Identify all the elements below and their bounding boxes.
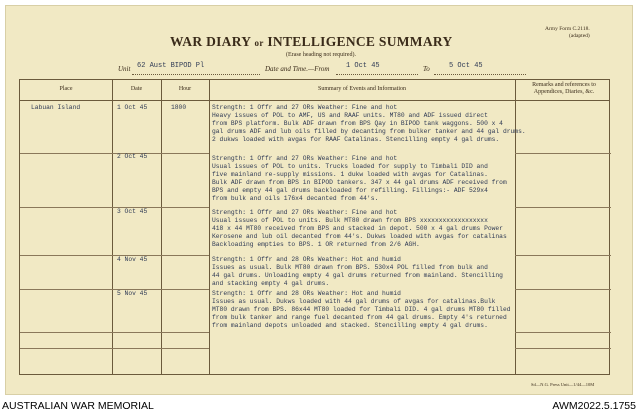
summary-line: 418 x 44 MT80 received from BPS and stacked in depot. 500 x 4 gal drums Power	[212, 224, 503, 232]
title-intelligence-summary: INTELLIGENCE SUMMARY	[267, 34, 453, 49]
row-divider	[515, 153, 611, 154]
title-or: or	[254, 38, 264, 48]
to-underline	[434, 74, 526, 75]
summary-line: gal drums ADF and lub oils filled by decanting from bulker tanker and 44 gal drums.	[212, 127, 526, 135]
entry-summary	[212, 155, 507, 202]
entry-date: 4 Nov 45	[117, 256, 148, 263]
row-divider	[515, 332, 611, 333]
col-divider	[112, 80, 113, 374]
summary-line: Backloading empties to BPS. 1 OR returned from 2/6 AGH.	[212, 240, 420, 248]
row-divider	[515, 255, 611, 256]
row-divider	[20, 153, 209, 154]
to-label: To	[423, 65, 430, 73]
header-summary: Summary of Events and Information	[318, 86, 406, 92]
form-subtitle: (Erase heading not required).	[286, 52, 356, 58]
entry-date: 1 Oct 45	[117, 104, 148, 111]
entry-summary	[212, 290, 511, 330]
entry-date: 2 Oct 45	[117, 153, 148, 160]
col-divider	[209, 80, 210, 374]
summary-line: and stacking empty 4 gal drums.	[212, 279, 330, 287]
summary-line: MT80 drawn from BPS. 86x44 MT80 loaded for Timbali DID. 4 gal drums MT80 filled	[212, 305, 511, 313]
summary-line: Usual issues of POL to units. Trucks loaded for supply to Timbali DID and	[212, 162, 488, 170]
summary-line: from bulk tanker and range fuel decanted from 44 gal drums. Empty 4's returned	[212, 313, 507, 321]
summary-line: Usual issues of POL to units. Bulk MT80 drawn from BPS xxxxxxxxxxxxxxxxxx	[212, 216, 488, 224]
archive-caption: AUSTRALIAN WAR MEMORIAL	[2, 400, 154, 412]
row-divider	[20, 289, 209, 290]
form-title	[170, 34, 453, 50]
summary-line: Issues as usual. Dukws loaded with 44 gal drums of avgas for catalinas.Bulk	[212, 297, 496, 305]
summary-line: from bulk and oils 176x4 decanted from 44's.	[212, 194, 379, 202]
row-divider	[515, 348, 611, 349]
army-form-line2: (adapted)	[568, 33, 590, 39]
unit-label: Unit	[118, 65, 131, 73]
row-divider	[20, 332, 209, 333]
unit-value: 62 Aust BIPOD Pl	[137, 62, 205, 70]
entry-summary	[212, 104, 526, 144]
diary-table	[19, 79, 610, 375]
summary-line: Kerosene and lub oil decanted from 44's. Dukws loaded with avgas for catalinas	[212, 232, 507, 240]
summary-line: Issues as usual. Bulk MT80 drawn from BPS. 530x4 POL filled from bulk and	[212, 263, 488, 271]
summary-line: Strength: 1 Offr and 28 ORs Weather: Hot and humid	[212, 290, 401, 297]
title-war-diary: WAR DIARY	[170, 34, 251, 49]
entry-summary	[212, 256, 503, 288]
accession-number: AWM2022.5.1755	[552, 400, 636, 412]
army-form-line1: Army Form C.2118.	[545, 26, 590, 32]
printer-note: Sd—N.G. Press Unit—1/44—10M	[531, 382, 595, 387]
entry-date: 5 Nov 45	[117, 290, 148, 297]
row-divider	[515, 289, 611, 290]
unit-underline	[132, 74, 260, 75]
row-divider	[20, 348, 209, 349]
summary-line: Strength: 1 Offr and 27 ORs Weather: Fine and hot	[212, 209, 398, 216]
header-date: Date	[130, 86, 143, 92]
summary-line: Strength: 1 Offr and 28 ORs Weather: Hot and humid	[212, 256, 401, 263]
summary-line: Strength: 1 Offr and 27 ORs Weather: Fine and hot	[212, 155, 398, 162]
summary-line: Heavy issues of POL to AMF, US and RAAF units. MT80 and ADF issued direct	[212, 111, 488, 119]
summary-line: 44 gal drums. Unloading empty 4 gal drums returned from mainland. Stencilling	[212, 271, 503, 279]
header-remarks: Remarks and references to Appendices, Diaries, &c.	[532, 82, 596, 95]
from-value: 1 Oct 45	[346, 62, 380, 70]
summary-line: 2 dukws loaded with avgas for RAAF Catalinas. Stencilling empty 4 gal drums.	[212, 135, 500, 143]
summary-line: from BPS platform. Bulk ADF drawn from BPS Qay in BIPOD tank waggons. 500 x 4	[212, 119, 503, 127]
summary-line: five mainland re-supply missions. 1 dukw loaded with avgas for Catalinas.	[212, 170, 488, 178]
summary-line: Bulk ADF drawn from BPS in BIPOD tankers. 347 x 44 gal drums ADF received from	[212, 178, 507, 186]
summary-line: from mainland depots unloaded and stacked. Stencilling empty 4 gal drums.	[212, 321, 488, 329]
summary-line: BPS and empty 44 gal drums backloaded for refilling. Fillings:- ADF 529x4	[212, 186, 488, 194]
entry-summary	[212, 209, 507, 249]
header-divider	[20, 100, 609, 101]
date-time-label: Date and Time.—From	[265, 65, 330, 73]
header-hour: Hour	[178, 86, 192, 92]
row-divider	[515, 207, 611, 208]
entry-place: Labuan Island	[31, 104, 81, 111]
summary-line: Strength: 1 Offr and 27 ORs Weather: Fine and hot	[212, 104, 398, 111]
row-divider	[20, 207, 209, 208]
header-place: Place	[59, 86, 73, 92]
row-divider	[20, 255, 209, 256]
army-form-number	[545, 26, 590, 40]
to-value: 5 Oct 45	[449, 62, 483, 70]
col-divider	[161, 80, 162, 374]
from-underline	[336, 74, 418, 75]
entry-hour: 1800	[171, 104, 187, 111]
entry-date: 3 Oct 45	[117, 208, 148, 215]
